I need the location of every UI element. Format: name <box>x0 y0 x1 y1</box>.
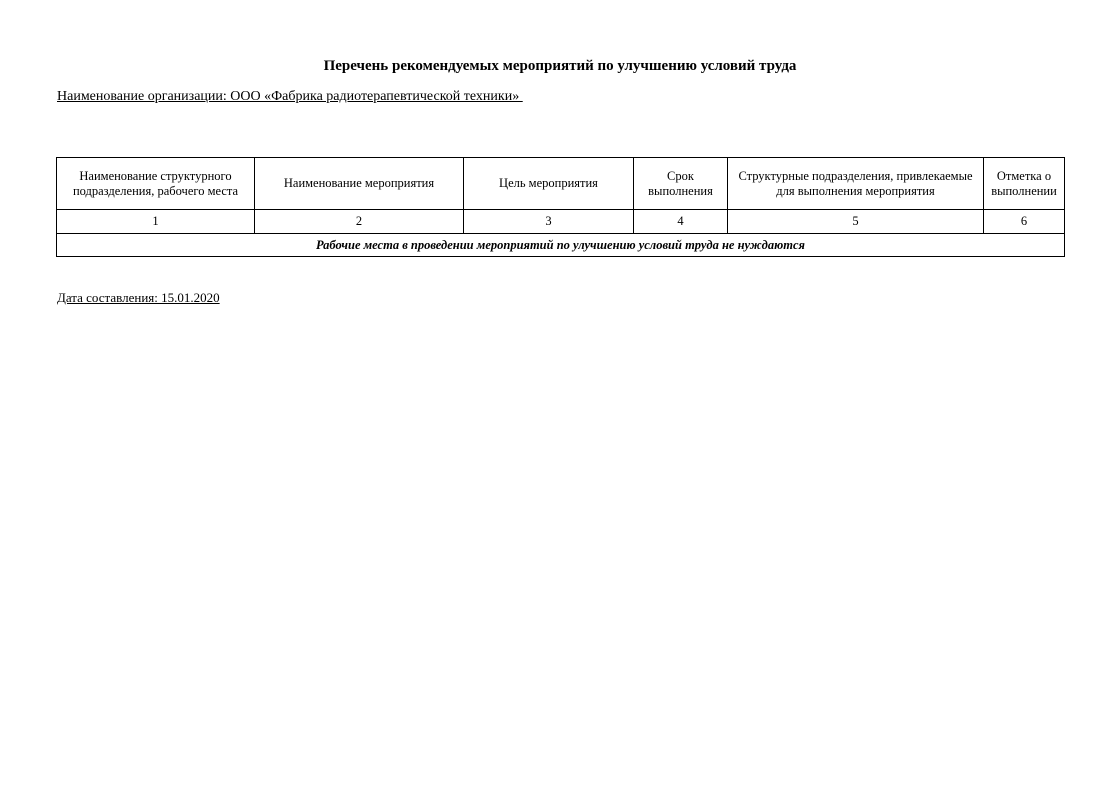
compilation-date: Дата составления: 15.01.2020 <box>57 290 220 305</box>
header-cell: Отметка о выполнении <box>984 158 1065 210</box>
page-title: Перечень рекомендуемых мероприятий по улучшению условий труда <box>323 58 797 74</box>
column-number-cell: 1 <box>57 210 255 234</box>
organization-name: Наименование организации: ООО «Фабрика радиотерапевтической техники» <box>57 89 523 104</box>
column-number-cell: 5 <box>728 210 984 234</box>
header-cell: Цель мероприятия <box>464 158 634 210</box>
column-number-row <box>57 210 1065 234</box>
column-number-cell: 3 <box>464 210 634 234</box>
header-cell: Структурные подразделения, привлекаемые для выполнения мероприятия <box>728 158 984 210</box>
header-cell: Наименование структурного подразделения, рабочего места <box>57 158 255 210</box>
column-number-cell: 4 <box>634 210 728 234</box>
table-note: Рабочие места в проведении мероприятий по улучшению условий труда не нуждаются <box>57 234 1065 257</box>
header-cell: Наименование мероприятия <box>255 158 464 210</box>
table-note-row <box>57 234 1065 257</box>
measures-table <box>56 157 1065 257</box>
column-number-cell: 6 <box>984 210 1065 234</box>
column-number-cell: 2 <box>255 210 464 234</box>
table-header-row <box>57 158 1065 210</box>
header-cell: Срок выполнения <box>634 158 728 210</box>
